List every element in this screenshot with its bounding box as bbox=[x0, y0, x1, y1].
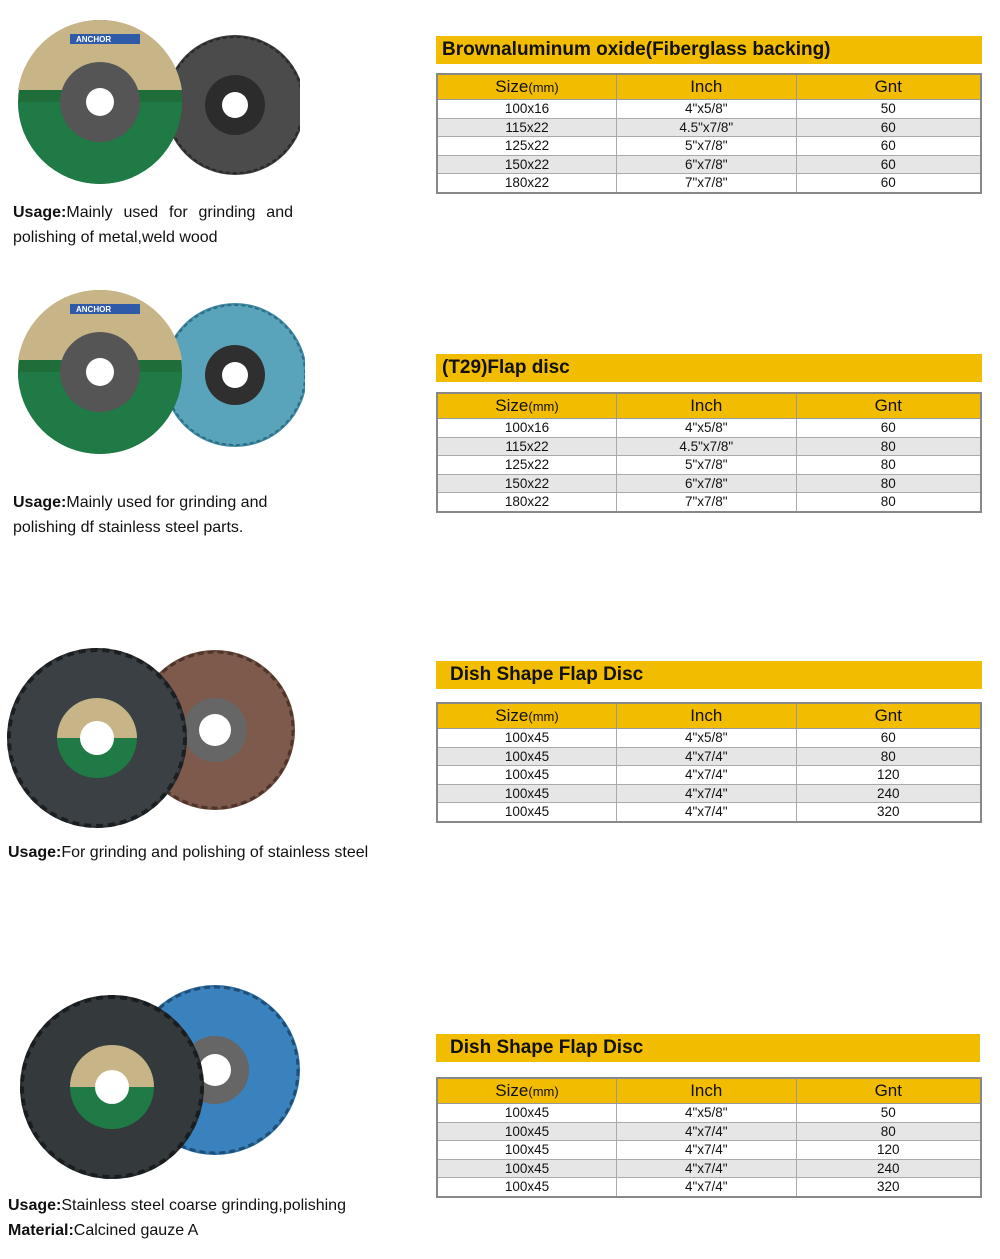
table-row bbox=[437, 1159, 981, 1178]
table-cell: 4"x7/4" bbox=[617, 1122, 797, 1141]
table-cell: 4.5"x7/8" bbox=[617, 437, 797, 456]
text: Material: bbox=[8, 1222, 74, 1239]
text: Calcined gauze A bbox=[73, 1222, 199, 1239]
product-image-dish-flap-disc-brown bbox=[5, 640, 300, 830]
text: Mainly used for grinding and polishing df stainless steel parts. bbox=[13, 494, 268, 536]
header-inch: Inch bbox=[617, 74, 797, 100]
table-cell: 50 bbox=[796, 1104, 981, 1123]
table-row bbox=[437, 118, 981, 137]
table-cell: 4"x7/4" bbox=[617, 784, 797, 803]
product-image-dish-flap-disc-blue bbox=[20, 975, 300, 1185]
table-cell: 80 bbox=[796, 437, 981, 456]
table-row bbox=[437, 803, 981, 822]
text: (mm) bbox=[528, 399, 559, 414]
table-cell: 4"x7/4" bbox=[617, 1159, 797, 1178]
table-cell: 6"x7/8" bbox=[617, 474, 797, 493]
table-cell: 100x16 bbox=[437, 419, 617, 438]
text: Size bbox=[495, 1081, 529, 1100]
table-cell: 100x45 bbox=[437, 1104, 617, 1123]
product-title-3 bbox=[436, 661, 982, 689]
table-cell: 180x22 bbox=[437, 493, 617, 512]
table-cell: 7"x7/8" bbox=[617, 493, 797, 512]
product-image-t29-flap-disc bbox=[10, 290, 305, 465]
table-row bbox=[437, 784, 981, 803]
table-cell: 4"x7/4" bbox=[617, 766, 797, 785]
text: (mm) bbox=[528, 80, 559, 95]
table-row bbox=[437, 1141, 981, 1160]
table-cell: 80 bbox=[796, 474, 981, 493]
header-size bbox=[437, 1078, 617, 1104]
table-cell: 100x45 bbox=[437, 729, 617, 748]
table-cell: 150x22 bbox=[437, 474, 617, 493]
text: Usage: bbox=[13, 494, 67, 511]
usage-text-4 bbox=[8, 1193, 428, 1243]
usage-text-3 bbox=[8, 840, 408, 865]
table-cell: 320 bbox=[796, 803, 981, 822]
table-row bbox=[437, 74, 981, 100]
table-cell: 100x45 bbox=[437, 747, 617, 766]
table-cell: 150x22 bbox=[437, 155, 617, 174]
table-row bbox=[437, 1104, 981, 1123]
table-cell: 4"x7/4" bbox=[617, 803, 797, 822]
text: ANCHOR bbox=[76, 305, 112, 314]
table-row bbox=[437, 766, 981, 785]
table-cell: 100x45 bbox=[437, 766, 617, 785]
table-cell: 80 bbox=[796, 1122, 981, 1141]
header-inch: Inch bbox=[617, 393, 797, 419]
table-cell: 120 bbox=[796, 766, 981, 785]
spec-table-2 bbox=[436, 392, 982, 513]
table-cell: 60 bbox=[796, 419, 981, 438]
table-cell: 320 bbox=[796, 1178, 981, 1197]
table-cell: 50 bbox=[796, 100, 981, 119]
table-cell: 7"x7/8" bbox=[617, 174, 797, 193]
table-row bbox=[437, 437, 981, 456]
text: Brownaluminum oxide(Fiberglass backing) bbox=[442, 39, 831, 60]
text bbox=[437, 1078, 981, 1104]
text: Dish Shape Flap Disc bbox=[450, 664, 644, 685]
table-cell: 125x22 bbox=[437, 456, 617, 475]
table-cell: 100x16 bbox=[437, 100, 617, 119]
text bbox=[437, 393, 981, 419]
text: Size bbox=[495, 396, 529, 415]
table-cell: 4"x5/8" bbox=[617, 1104, 797, 1123]
table-row bbox=[437, 1078, 981, 1104]
table-cell: 4"x5/8" bbox=[617, 419, 797, 438]
table-row bbox=[437, 729, 981, 748]
table-row bbox=[437, 137, 981, 156]
table-cell: 6"x7/8" bbox=[617, 155, 797, 174]
text: Usage: bbox=[8, 844, 62, 861]
table-cell: 80 bbox=[796, 456, 981, 475]
product-title-1 bbox=[436, 36, 982, 64]
table-cell: 100x45 bbox=[437, 1122, 617, 1141]
table-cell: 4"x5/8" bbox=[617, 729, 797, 748]
text bbox=[437, 419, 981, 512]
table-cell: 115x22 bbox=[437, 118, 617, 137]
table-cell: 115x22 bbox=[437, 437, 617, 456]
text: (T29)Flap disc bbox=[442, 357, 570, 378]
text: Stainless steel coarse grinding,polishing bbox=[61, 1197, 346, 1214]
table-cell: 4"x7/4" bbox=[617, 1178, 797, 1197]
table-row bbox=[437, 456, 981, 475]
header-inch: Inch bbox=[617, 1078, 797, 1104]
table-cell: 100x45 bbox=[437, 1178, 617, 1197]
brand-logo: ANCHOR bbox=[76, 35, 112, 44]
table-row bbox=[437, 747, 981, 766]
table-cell: 100x45 bbox=[437, 803, 617, 822]
text: For grinding and polishing of stainless steel bbox=[61, 844, 369, 861]
table-cell: 60 bbox=[796, 155, 981, 174]
table-cell: 4"x5/8" bbox=[617, 100, 797, 119]
table-cell: 80 bbox=[796, 493, 981, 512]
text: Usage: bbox=[8, 1197, 62, 1214]
table-cell: 180x22 bbox=[437, 174, 617, 193]
table-cell: 125x22 bbox=[437, 137, 617, 156]
table-cell: 120 bbox=[796, 1141, 981, 1160]
text bbox=[437, 729, 981, 822]
table-cell: 5"x7/8" bbox=[617, 456, 797, 475]
table-cell: 100x45 bbox=[437, 1141, 617, 1160]
text: Dish Shape Flap Disc bbox=[450, 1037, 644, 1058]
table-cell: 4.5"x7/8" bbox=[617, 118, 797, 137]
table-row bbox=[437, 474, 981, 493]
material-text bbox=[8, 1218, 428, 1243]
spec-table-3 bbox=[436, 702, 982, 823]
header-grit: Gnt bbox=[796, 1078, 981, 1104]
text: Mainly used for grinding and polishing of metal,weld wood bbox=[13, 204, 293, 246]
table-cell: 100x45 bbox=[437, 1159, 617, 1178]
table-cell: 4"x7/4" bbox=[617, 747, 797, 766]
header-inch: Inch bbox=[617, 703, 797, 729]
text bbox=[437, 100, 981, 193]
table-row bbox=[437, 155, 981, 174]
table-cell: 4"x7/4" bbox=[617, 1141, 797, 1160]
text: (mm) bbox=[528, 1084, 559, 1099]
text bbox=[437, 74, 981, 100]
header-size bbox=[437, 74, 617, 100]
table-cell: 100x45 bbox=[437, 784, 617, 803]
text: Usage: bbox=[13, 204, 67, 221]
text: (mm) bbox=[528, 709, 559, 724]
header-grit: Gnt bbox=[796, 74, 981, 100]
table-row bbox=[437, 174, 981, 193]
product-title-2 bbox=[436, 354, 982, 382]
table-cell: 60 bbox=[796, 174, 981, 193]
table-row bbox=[437, 100, 981, 119]
text: Size bbox=[495, 77, 529, 96]
table-row bbox=[437, 703, 981, 729]
text bbox=[8, 1193, 428, 1218]
table-cell: 60 bbox=[796, 118, 981, 137]
header-grit: Gnt bbox=[796, 703, 981, 729]
usage-text-2 bbox=[13, 490, 293, 540]
spec-table-1 bbox=[436, 73, 982, 194]
table-row bbox=[437, 1122, 981, 1141]
table-cell: 240 bbox=[796, 784, 981, 803]
product-title-4 bbox=[436, 1034, 980, 1062]
text: Size bbox=[495, 706, 529, 725]
table-cell: 240 bbox=[796, 1159, 981, 1178]
table-cell: 60 bbox=[796, 729, 981, 748]
spec-table-4 bbox=[436, 1077, 982, 1198]
table-row bbox=[437, 393, 981, 419]
header-grit: Gnt bbox=[796, 393, 981, 419]
text bbox=[437, 703, 981, 729]
table-cell: 80 bbox=[796, 747, 981, 766]
header-size bbox=[437, 393, 617, 419]
product-image-brown-aluminum-flap-disc bbox=[10, 20, 300, 195]
usage-text-1 bbox=[13, 200, 293, 250]
text bbox=[437, 1104, 981, 1197]
header-size bbox=[437, 703, 617, 729]
table-row bbox=[437, 493, 981, 512]
table-cell: 5"x7/8" bbox=[617, 137, 797, 156]
table-row bbox=[437, 1178, 981, 1197]
table-row bbox=[437, 419, 981, 438]
table-cell: 60 bbox=[796, 137, 981, 156]
